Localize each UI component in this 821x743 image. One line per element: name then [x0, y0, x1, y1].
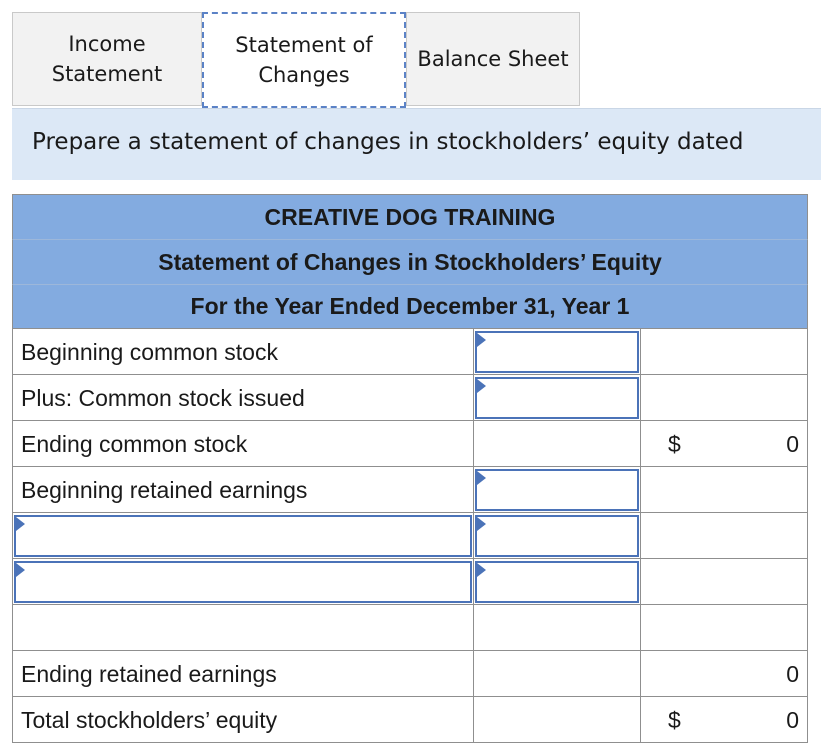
- common-stock-issued-input[interactable]: [475, 377, 639, 419]
- tab-balance-sheet[interactable]: Balance Sheet: [406, 12, 580, 106]
- row-beginning-retained-earnings: [12, 467, 808, 513]
- statement-period: For the Year Ended December 31, Year 1: [12, 284, 808, 329]
- beginning-retained-earnings-input[interactable]: [475, 469, 639, 511]
- currency-symbol: $: [668, 431, 681, 457]
- ending-common-stock-value: 0: [786, 431, 799, 457]
- row-label: Beginning retained earnings: [21, 477, 308, 503]
- equity-statement: [12, 194, 808, 743]
- company-name: CREATIVE DOG TRAINING: [12, 194, 808, 239]
- row-beginning-common-stock: [12, 329, 808, 375]
- tab-income-statement[interactable]: Income Statement: [12, 12, 202, 106]
- statement-header: [12, 194, 808, 329]
- input-marker-icon: [477, 333, 486, 347]
- adjustment-2-amount-input[interactable]: [475, 561, 639, 603]
- input-marker-icon: [16, 563, 25, 577]
- row-common-stock-issued: [12, 375, 808, 421]
- row-ending-common-stock: [12, 421, 808, 467]
- row-adjustment-2: [12, 559, 808, 605]
- beginning-common-stock-input[interactable]: [475, 331, 639, 373]
- total-stockholders-equity-value: 0: [786, 707, 799, 733]
- row-total-stockholders-equity: [12, 697, 808, 743]
- input-marker-icon: [16, 517, 25, 531]
- instruction-banner: [12, 108, 821, 180]
- currency-symbol: $: [668, 707, 681, 733]
- input-marker-icon: [477, 471, 486, 485]
- row-label: Plus: Common stock issued: [21, 385, 305, 411]
- adjustment-1-amount-input[interactable]: [475, 515, 639, 557]
- statement-title: Statement of Changes in Stockholders’ Equity: [12, 239, 808, 284]
- row-blank: [12, 605, 808, 651]
- row-ending-retained-earnings: [12, 651, 808, 697]
- row-label: Beginning common stock: [21, 339, 278, 365]
- instruction-text: Prepare a statement of changes in stockholders’ equity dated: [32, 129, 744, 155]
- ending-retained-earnings-value: 0: [786, 661, 799, 687]
- input-marker-icon: [477, 563, 486, 577]
- adjustment-2-description-select[interactable]: [14, 561, 472, 603]
- input-marker-icon: [477, 379, 486, 393]
- input-marker-icon: [477, 517, 486, 531]
- row-label: Ending common stock: [21, 431, 248, 457]
- tab-statement-of-changes[interactable]: Statement of Changes: [202, 12, 406, 108]
- row-label: Total stockholders’ equity: [21, 707, 278, 733]
- adjustment-1-description-select[interactable]: [14, 515, 472, 557]
- row-adjustment-1: [12, 513, 808, 559]
- row-label: Ending retained earnings: [21, 661, 277, 687]
